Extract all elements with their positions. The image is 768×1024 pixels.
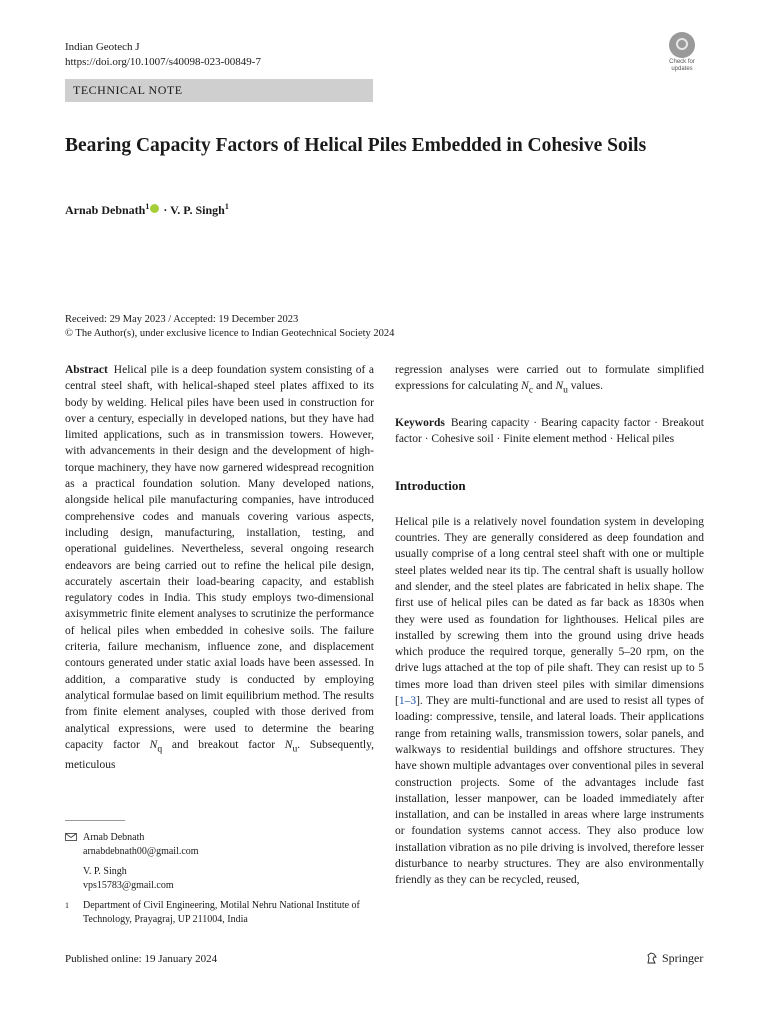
abstract-text: and	[533, 380, 556, 393]
abstract-text: . Subsequently, meticulous	[65, 738, 374, 772]
nc-symbol: N	[521, 380, 529, 393]
affiliation-marker: 1	[224, 202, 229, 211]
copyright-line: © The Author(s), under exclusive licence to Indian Geotechnical Society 2024	[65, 328, 395, 339]
correspondence-block	[65, 831, 374, 926]
badge-text-1: Check for	[669, 59, 695, 65]
correspondence-email[interactable]: arnabdebnath00@gmail.com	[83, 845, 199, 857]
publisher-logo	[646, 951, 703, 966]
publisher-name: Springer	[662, 951, 704, 965]
citation-link[interactable]: 1–3	[398, 695, 417, 708]
abstract-text: regression analyses were carried out to formulate simplified expressions for calculating	[395, 364, 704, 393]
doi-link[interactable]: https://doi.org/10.1007/s40098-023-00849-7	[65, 56, 261, 68]
affiliation-text: Department of Civil Engineering, Motilal Nehru National Institute of Technology, Prayagraj, UP 211004, India	[83, 900, 360, 925]
abstract-text: values.	[567, 380, 604, 393]
affiliation-marker: 1	[145, 202, 150, 211]
correspondence-name: Arnab Debnath	[83, 832, 145, 843]
author-separator: ·	[160, 203, 171, 217]
orcid-icon[interactable]	[150, 204, 159, 213]
author-name[interactable]: V. P. Singh	[170, 203, 225, 217]
affiliation-number: 1	[65, 901, 69, 910]
journal-info	[65, 40, 261, 70]
correspondence-name: V. P. Singh	[83, 866, 127, 877]
abstract-continuation	[395, 362, 704, 399]
keywords-paragraph	[395, 415, 704, 448]
nu-symbol: N	[555, 380, 564, 393]
right-column	[395, 362, 704, 889]
affiliation-note	[65, 899, 374, 926]
nu-subscript: u	[563, 384, 568, 396]
check-for-updates-badge[interactable]	[662, 32, 702, 72]
abstract-label: Abstract	[65, 364, 108, 376]
abstract-text: and breakout factor	[162, 738, 285, 751]
published-online: Published online: 19 January 2024	[65, 953, 218, 965]
abstract-paragraph	[65, 362, 374, 774]
abstract-text: Helical pile is a deep foundation system consisting of a central steel shaft, with helical-shaped steel plates affixed to its body by welding. Helical piles have been used in construction for over a century, especially in developed nations, but they have had limited applications, such as in transmission towers. However, with advancements in their design and the development of high-torque machinery, they have now garnered widespread recognition as a practical foundation solution. Many developed nations, alongside helical pile manufacturing companies, have introduced comprehensive codes and manuals covering various aspects, including design, manufacturing, installation, testing, and operational guidelines. Nevertheless, several ongoing research endeavors are being carried out to refine the helical pile design, accurately ascertain their load-bearing capacity, and establish regulatory codes in India. This study employs two-dimensional axisymmetric finite element analyses to scrutinize the performance of helical piles when embedded in cohesive soils. The failure criteria, failure mechanism, influence zone, and displacement contours generated under static axial loads have been assessed. In addition, a comparative study is conducted by employing analytical formulae based on limit equilibrium method. The results from finite element analyses, coupled with those derived from analytical expressions, were used to determine the bearing capacity factor	[65, 364, 374, 751]
nu-symbol: N	[284, 738, 293, 751]
nq-symbol: N	[149, 738, 158, 751]
introduction-paragraph	[395, 514, 704, 889]
journal-name: Indian Geotech J	[65, 41, 140, 53]
received-accepted-dates: Received: 29 May 2023 / Accepted: 19 December 2023	[65, 314, 299, 325]
correspondence-author-1	[65, 831, 374, 858]
envelope-icon	[65, 833, 77, 841]
correspondence-email[interactable]: vps15783@gmail.com	[83, 879, 174, 891]
nq-subscript: q	[157, 743, 163, 755]
correspondence-author-2	[65, 865, 374, 892]
nc-subscript: c	[528, 384, 534, 396]
article-title: Bearing Capacity Factors of Helical Piles Embedded in Cohesive Soils	[65, 135, 647, 156]
intro-text: Helical pile is a relatively novel foundation system in developing countries. They are generally considered as deep foundation and usually comprise of a long central steel shaft with one or multiple steel plates welded near its tip. The central shaft is usually hollow and slender, and the steel plates are fabricated in helix shape. The first use of helical piles can be dated as far back as 1830s when they were used as foundation for lighthouses. Helical piles are installed by screwing them into the ground using drive heads which produce the required torque, generally 5–20 rpm, on the drive lugs attached at the top of pile shaft. They can resist up to 5 times more load than driven steel piles with similar dimensions [	[395, 515, 704, 708]
article-dates	[65, 313, 394, 341]
footnote-divider	[65, 820, 125, 821]
keywords-label: Keywords	[395, 416, 445, 429]
check-updates-icon	[669, 32, 695, 58]
section-heading-introduction: Introduction	[395, 478, 466, 494]
author-name[interactable]: Arnab Debnath	[65, 203, 146, 217]
intro-text: ]. They are multi-functional and are used to resist all types of loading: compressive, tensile, and lateral loads. Their applications range from retaining walls, transmission towers, solar panels, and walkways to residential buildings and offshore structures. They have shown multiple advantages over conventional piles in several construction projects. Some of the advantages include fast installation, lesser manpower, can be loaded immediately after installation, and can be installed in areas where large instruments or foundation systems cannot access. They also produce low installation vibration as no pile driving is involved, therefore lesser disturbance to nearby structures. They are also environmentally friendly as they can be recycled, reused,	[395, 695, 704, 887]
badge-text-2: updates	[671, 66, 693, 72]
author-list	[65, 202, 229, 218]
nu-subscript: u	[292, 743, 298, 755]
abstract-column	[65, 362, 374, 774]
article-type-banner: TECHNICAL NOTE	[65, 79, 373, 102]
keywords-text: Bearing capacity · Bearing capacity factor · Breakout factor · Cohesive soil · Finite element method · Helical piles	[395, 416, 704, 446]
springer-horse-icon	[646, 952, 658, 964]
